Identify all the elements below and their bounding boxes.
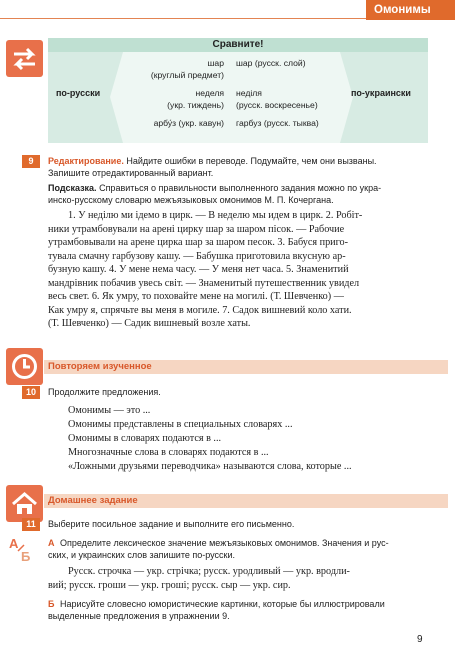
compare-ua-5: гарбуз (русск. тыква) [236,118,319,128]
exercise-number: 9 [22,155,40,168]
ex9-line: бузную кашу. 4. У мене нема часу. — У меня нет часа. 5. Знаменитий [48,264,349,275]
ex10-line: Многозначные слова в словарях подаются в ... [68,447,269,458]
ex9-task-line2: Запишите отредактированный вариант. [48,168,214,178]
compare-ua-3: неділя [236,88,262,98]
review-title: Повторяем изученное [48,361,152,372]
compare-arrows-icon [6,40,43,77]
clock-icon [6,348,43,385]
page-number: 9 [417,634,423,645]
compare-ru-4: (укр. тиждень) [167,100,224,110]
compare-right-label: по-украински [351,88,411,98]
compare-ru-1: шар [207,58,224,68]
exercise-number: 11 [22,518,40,531]
ex9-title: Редактирование. [48,156,124,166]
ex10-line: «Ложными друзьями переводчика» называются слова, которые ... [68,461,352,472]
ex9-task [48,155,448,167]
compare-ru-3: неделя [195,88,224,98]
ex11-a-text: Определите лексическое значение межъязыковых омонимов. Значения и рус- [60,538,389,548]
ex9-line: Как умру я, спрячьте вы меня в могиле. 7. Садок вишневий коло хати. [48,304,352,316]
ex11-a-text: ских, и украинских слов запишите по-русски. [48,550,235,560]
ex10-task: Продолжите предложения. [48,387,161,397]
ex11-task: Выберите посильное задание и выполните его письменно. [48,519,295,529]
ex11-b-label: Б [48,599,55,609]
ex10-line: Омонимы в словарях подаются в ... [68,433,222,444]
compare-left-label: по-русски [56,88,101,98]
ex9-line: тувала смачну гарбузову кашу. — Бабушка приготовила вкусную ар- [48,250,346,262]
ex11-b-text: выделенные предложения в упражнении 9. [48,611,230,621]
ex9-line: утрамбовывали на арене цирка шар за шаром песок. 3. Бабуся приго- [48,237,349,248]
ex9-line: ники утрамбовували на арені цирку шар за шаром пісок. — Рабочие [48,223,345,235]
ex11-a-example: вий; русск. гроши — укр. гроші; русск. сыр — укр. сир. [48,580,291,591]
compare-ru-5: арбу́з (укр. кавун) [153,118,224,128]
ex11-a-label: А [48,538,55,548]
header-rule [0,18,405,19]
ex11-b-text: Нарисуйте словесно юмористические картинки, которые бы иллюстрировали [60,599,385,609]
home-icon [6,485,43,522]
ex11-a-example: Русск. строчка — укр. стрічка; русск. уродливый — укр. вродли- [68,566,350,577]
svg-text:А: А [9,536,19,551]
ex10-line: Омонимы представлены в специальных словарях ... [68,419,293,430]
compare-title: Сравните! [48,38,428,52]
homework-title: Домашнее задание [48,495,138,506]
ex9-line: (Т. Шевченко) — Садик вишневый возле хаты. [48,318,251,329]
ex9-line: 1. У неділю ми ідемо в цирк. — В неделю мы идем в цирк. 2. Робіт- [68,210,363,221]
ex9-hint [48,182,448,194]
chapter-tag: Омонимы [366,0,455,20]
ex9-line: весь свет. 6. Як умру, то поховайте мене на могилі. (Т. Шевченко) — [48,291,344,302]
ex9-line: мандрівник побачив увесь світ. — Знаменитый путешественник увидел [48,277,360,289]
hint-label: Подсказка. [48,183,97,193]
compare-ru-2: (круглый предмет) [150,70,224,80]
ex9-task-text: Найдите ошибки в переводе. Подумайте, чем они вызваны. [123,156,377,166]
ex9-hint-line2: инско-русскому словарю межъязыковых омонимов М. П. Кочергана. [48,195,334,205]
alphabet-icon [8,535,38,563]
compare-ua-4: (русск. воскресенье) [236,100,318,110]
compare-ua-1: шар (русск. слой) [236,58,306,68]
hint-text: Справиться о правильности выполненного задания можно по укра- [96,183,382,193]
ex10-line: Омонимы — это ... [68,405,151,416]
exercise-number: 10 [22,386,40,399]
svg-text:Б: Б [21,549,31,563]
